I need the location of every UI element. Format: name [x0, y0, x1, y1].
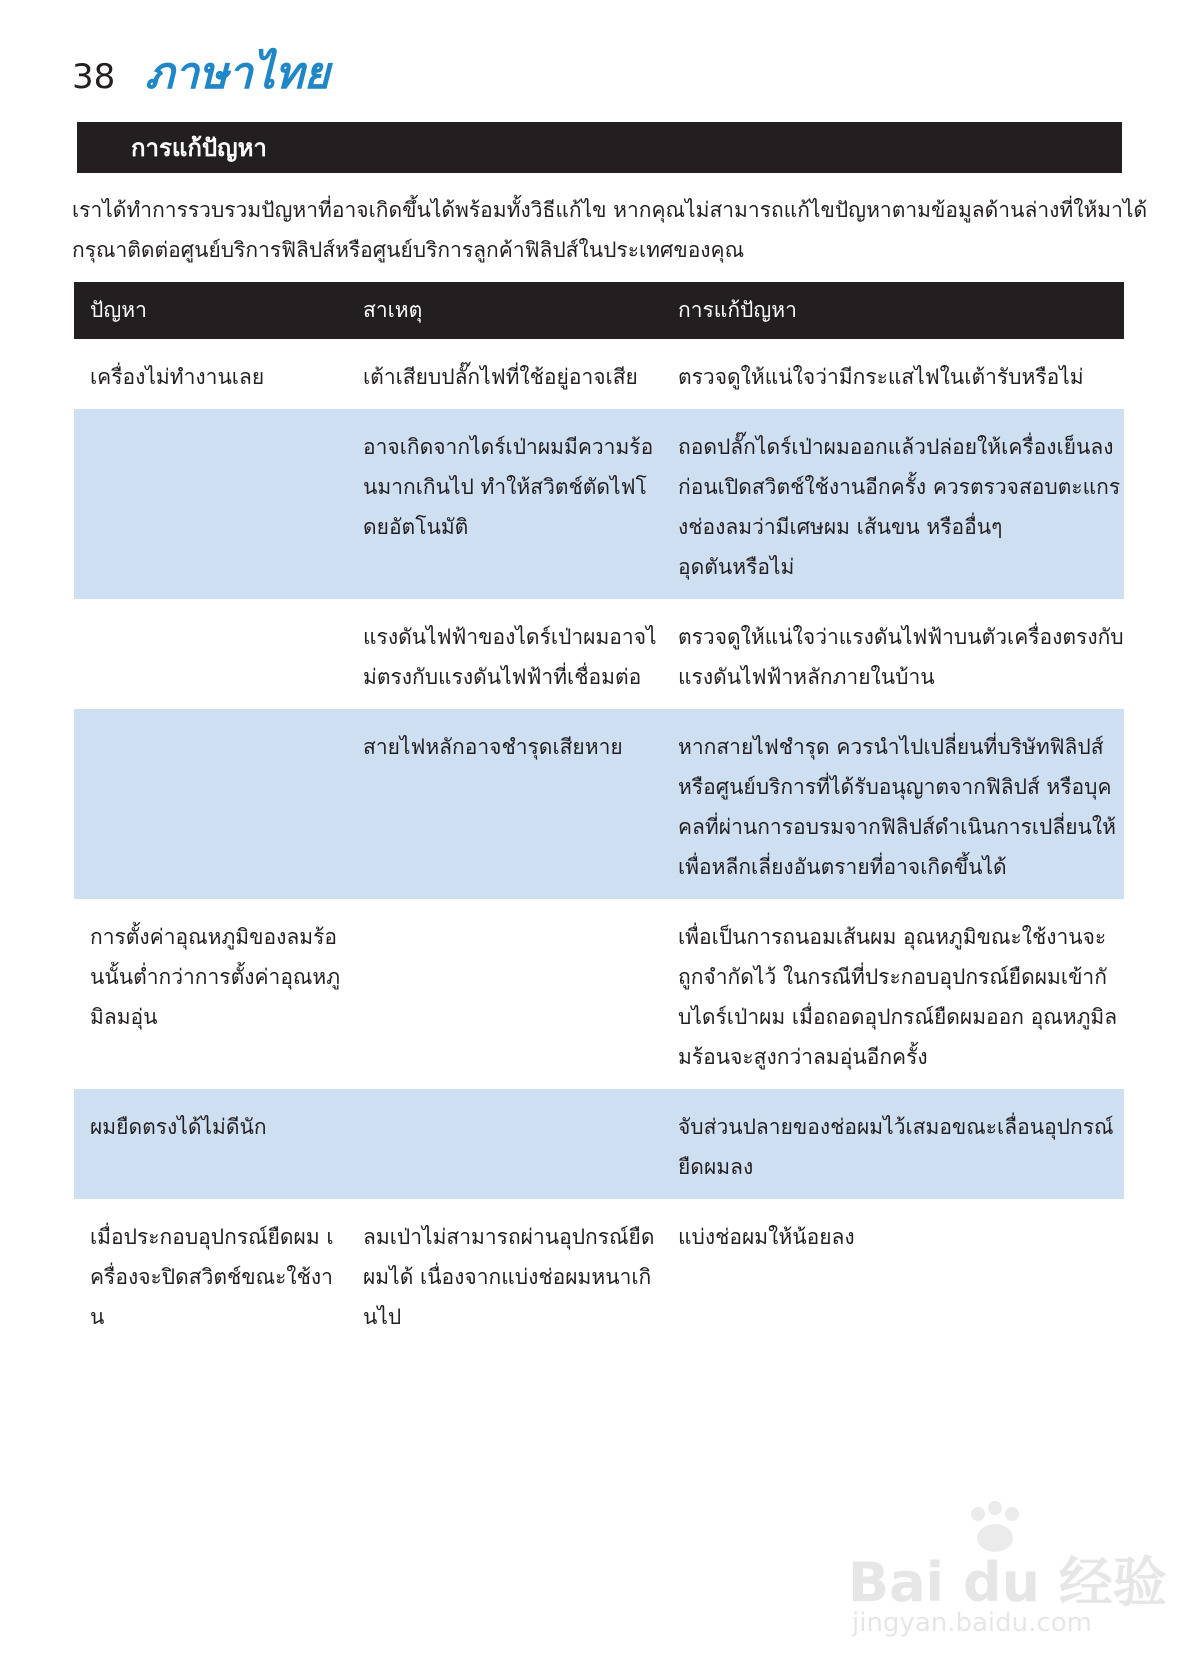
cell-text-line: น [90, 1305, 105, 1329]
cell-solution [662, 599, 1124, 709]
column-header-solution: การแก้ปัญหา [662, 282, 1124, 339]
cell-cause [347, 1199, 662, 1349]
baidu-watermark [840, 1500, 1167, 1650]
cell-solution [662, 339, 1124, 409]
cell-problem [74, 409, 347, 599]
page-header [72, 38, 330, 98]
cell-solution [662, 709, 1124, 899]
cell-text-line: หรือศูนย์บริการที่ได้รับอนุญาตจากฟิลิปส์ หรือบุค [678, 775, 1112, 799]
section-title-bar [77, 122, 1122, 173]
table-row [74, 599, 1124, 709]
intro-paragraph [72, 190, 1148, 270]
cell-text-line: ผมยืดตรงได้ไม่ดีนัก [90, 1115, 267, 1139]
cell-text-line: ดยอัตโนมัติ [363, 515, 469, 539]
table-row [74, 409, 1124, 599]
cell-solution [662, 1199, 1124, 1349]
cell-text-line: ตรวจดูให้แน่ใจว่าแรงดันไฟฟ้าบนตัวเครื่องตรงกับ [678, 625, 1124, 649]
watermark-logo: Bai du 经验 [848, 1551, 1167, 1614]
cell-cause [347, 1089, 662, 1199]
cell-problem [74, 599, 347, 709]
cell-problem [74, 339, 347, 409]
cell-text-line: จับส่วนปลายของช่อผมไว้เสมอขณะเลื่อนอุปกรณ์ [678, 1115, 1114, 1139]
cell-text-line: ตรวจดูให้แน่ใจว่ามีกระแสไฟในเต้ารับหรือไม่ [678, 365, 1084, 389]
cell-text-line: มร้อนจะสูงกว่าลมอุ่นอีกครั้ง [678, 1045, 928, 1069]
cell-cause [347, 709, 662, 899]
cell-cause [347, 409, 662, 599]
cell-text-line: ก่อนเปิดสวิตช์ใช้งานอีกครั้ง ควรตรวจสอบตะแกร [678, 475, 1121, 499]
cell-text-line: ลมเป่าไม่สามารถผ่านอุปกรณ์ยืด [363, 1225, 655, 1249]
cell-solution [662, 409, 1124, 599]
intro-line: กรุณาติดต่อศูนย์บริการฟิลิปส์หรือศูนย์บริการลูกค้าฟิลิปส์ในประเทศของคุณ [72, 238, 745, 262]
cell-solution [662, 1089, 1124, 1199]
column-header-problem: ปัญหา [74, 282, 347, 339]
cell-text-line: แรงดันไฟฟ้าของไดร์เป่าผมอาจไ [363, 625, 657, 649]
cell-text-line: เครื่องไม่ทำงานเลย [90, 365, 265, 389]
cell-text-line: ยืดผมลง [678, 1155, 754, 1179]
table-row [74, 1089, 1124, 1199]
cell-text-line: อาจเกิดจากไดร์เป่าผมมีความร้อ [363, 435, 654, 459]
cell-text-line: แรงดันไฟฟ้าหลักภายในบ้าน [678, 665, 935, 689]
cell-text-line: เต้าเสียบปลั๊กไฟที่ใช้อยู่อาจเสีย [363, 365, 638, 389]
page-language-title: ภาษาไทย [145, 48, 330, 99]
table-row [74, 1199, 1124, 1349]
cell-cause [347, 899, 662, 1089]
cell-text-line: นมากเกินไป ทำให้สวิตช์ตัดไฟโ [363, 475, 647, 499]
cell-text-line: ครื่องจะปิดสวิตช์ขณะใช้งา [90, 1265, 333, 1289]
intro-line: เราได้ทำการรวบรวมปัญหาที่อาจเกิดขึ้นได้พร้อมทั้งวิธีแก้ไข หากคุณไม่สามารถแก้ไขปัญหาตามข้อมูลด้านล่างที่ให้มาได้ [72, 198, 1148, 222]
cell-text-line: ผมได้ เนื่องจากแบ่งช่อผมหนาเกิ [363, 1265, 652, 1289]
cell-text-line: มิลมอุ่น [90, 1005, 158, 1029]
cell-text-line: นนั้นต่ำกว่าการตั้งค่าอุณหภู [90, 965, 341, 989]
cell-problem [74, 899, 347, 1089]
cell-text-line: เมื่อประกอบอุปกรณ์ยืดผม เ [90, 1225, 334, 1249]
cell-problem [74, 1089, 347, 1199]
table-row [74, 339, 1124, 409]
cell-text-line: งช่องลมว่ามีเศษผม เส้นขน หรืออื่นๆ [678, 515, 1003, 539]
cell-text-line: ถอดปลั๊กไดร์เป่าผมออกแล้วปล่อยให้เครื่องเย็นลง [678, 435, 1114, 459]
cell-text-line: ม่ตรงกับแรงดันไฟฟ้าที่เชื่อมต่อ [363, 665, 642, 689]
cell-text-line: คลที่ผ่านการอบรมจากฟิลิปส์ดำเนินการเปลี่ยนให้ [678, 815, 1116, 839]
cell-problem [74, 1199, 347, 1349]
cell-text-line: สายไฟหลักอาจชำรุดเสียหาย [363, 735, 623, 759]
page-number: 38 [72, 57, 116, 97]
table-body [74, 339, 1124, 1349]
table-header-row [74, 282, 1124, 339]
table-row [74, 899, 1124, 1089]
column-header-cause: สาเหตุ [347, 282, 662, 339]
cell-text-line: อุดตันหรือไม่ [678, 555, 795, 579]
cell-problem [74, 709, 347, 899]
cell-text-line: เพื่อเป็นการถนอมเส้นผม อุณหภูมิขณะใช้งานจะ [678, 925, 1107, 949]
cell-text-line: เพื่อหลีกเลี่ยงอันตรายที่อาจเกิดขึ้นได้ [678, 855, 1007, 879]
watermark-url: jingyan.baidu.com [852, 1608, 1092, 1638]
section-title: การแก้ปัญหา [131, 134, 267, 162]
table-row [74, 709, 1124, 899]
cell-text-line: การตั้งค่าอุณหภูมิของลมร้อ [90, 925, 337, 949]
cell-text-line: บไดร์เป่าผม เมื่อถอดอุปกรณ์ยืดผมออก อุณหภูมิล [678, 1005, 1118, 1029]
cell-text-line: หากสายไฟชำรุด ควรนำไปเปลี่ยนที่บริษัทฟิลิปส์ [678, 735, 1104, 759]
cell-cause [347, 339, 662, 409]
cell-cause [347, 599, 662, 709]
cell-solution [662, 899, 1124, 1089]
cell-text-line: นไป [363, 1305, 402, 1329]
cell-text-line: ถูกจำกัดไว้ ในกรณีที่ประกอบอุปกรณ์ยืดผมเข้ากั [678, 965, 1107, 989]
cell-text-line: แบ่งช่อผมให้น้อยลง [678, 1225, 855, 1249]
troubleshooting-table [74, 282, 1124, 1349]
